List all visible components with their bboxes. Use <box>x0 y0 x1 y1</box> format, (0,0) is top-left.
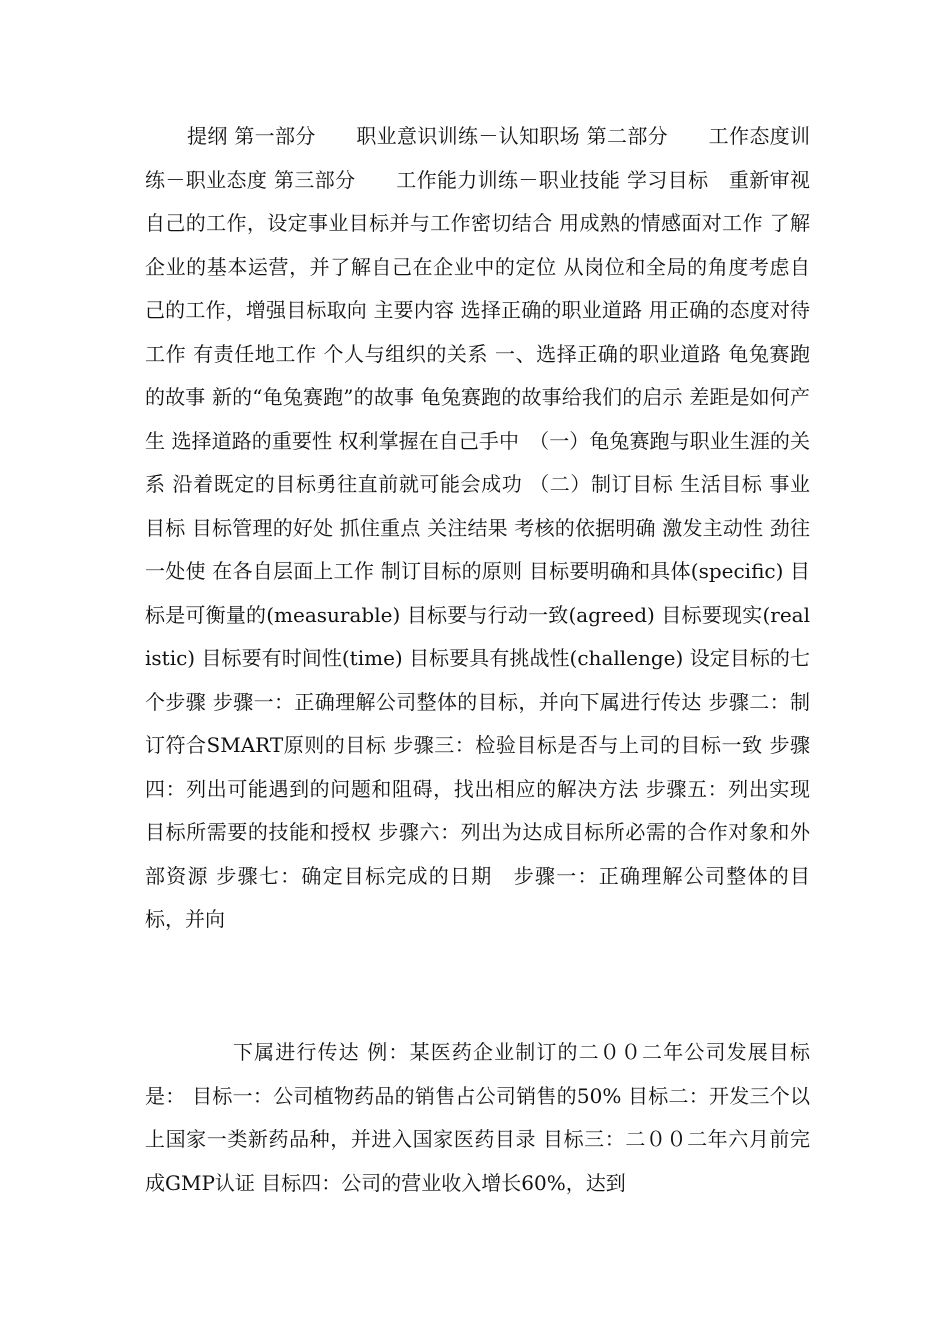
body-paragraph-2: 下属进行传达 例：某医药企业制订的二００二年公司发展目标是： 目标一：公司植物药品的销售占公司销售的50% 目标二：开发三个以上国家一类新药品种，并进入国家医药目录 目标三：二００二年六月前完成GMP认证 目标四：公司的营业收入增长60%，达到 <box>145 1040 810 1195</box>
body-paragraph-1: 提纲 第一部分 职业意识训练－认知职场 第二部分 工作态度训练－职业态度 第三部分 工作能力训练－职业技能 学习目标 重新审视自己的工作，设定事业目标并与工作密切结合 用成熟的情感面对工作 了解企业的基本运营，并了解自己在企业中的定位 从岗位和全局的角度考虑自己的工作，增强目标取向 主要内容 选择正确的职业道路 用正确的态度对待工作 有责任地工作 个人与组织的关系 一、选择正确的职业道路 龟兔赛跑的故事 新的“龟兔赛跑”的故事 龟兔赛跑的故事给我们的启示 差距是如何产生 选择道路的重要性 权利掌握在自己手中 （一）龟兔赛跑与职业生涯的关系 沿着既定的目标勇往直前就可能会成功 （二）制订目标 生活目标 事业目标 目标管理的好处 抓住重点 关注结果 考核的依据明确 激发主动性 劲往一处使 在各自层面上工作 制订目标的原则 目标要明确和具体(specific) 目标是可衡量的(measurable) 目标要与行动一致(agreed) 目标要现实(realistic) 目标要有时间性(time) 目标要具有挑战性(challenge) 设定目标的七个步骤 步骤一：正确理解公司整体的目标，并向下属进行传达 步骤二：制订符合SMART原则的目标 步骤三：检验目标是否与上司的目标一致 步骤四：列出可能遇到的问题和阻碍，找出相应的解决方法 步骤五：列出实现目标所需要的技能和授权 步骤六：列出为达成目标所必需的合作对象和外部资源 步骤七：确定目标完成的日期 步骤一：正确理解公司整体的目标，并向 <box>145 124 810 931</box>
